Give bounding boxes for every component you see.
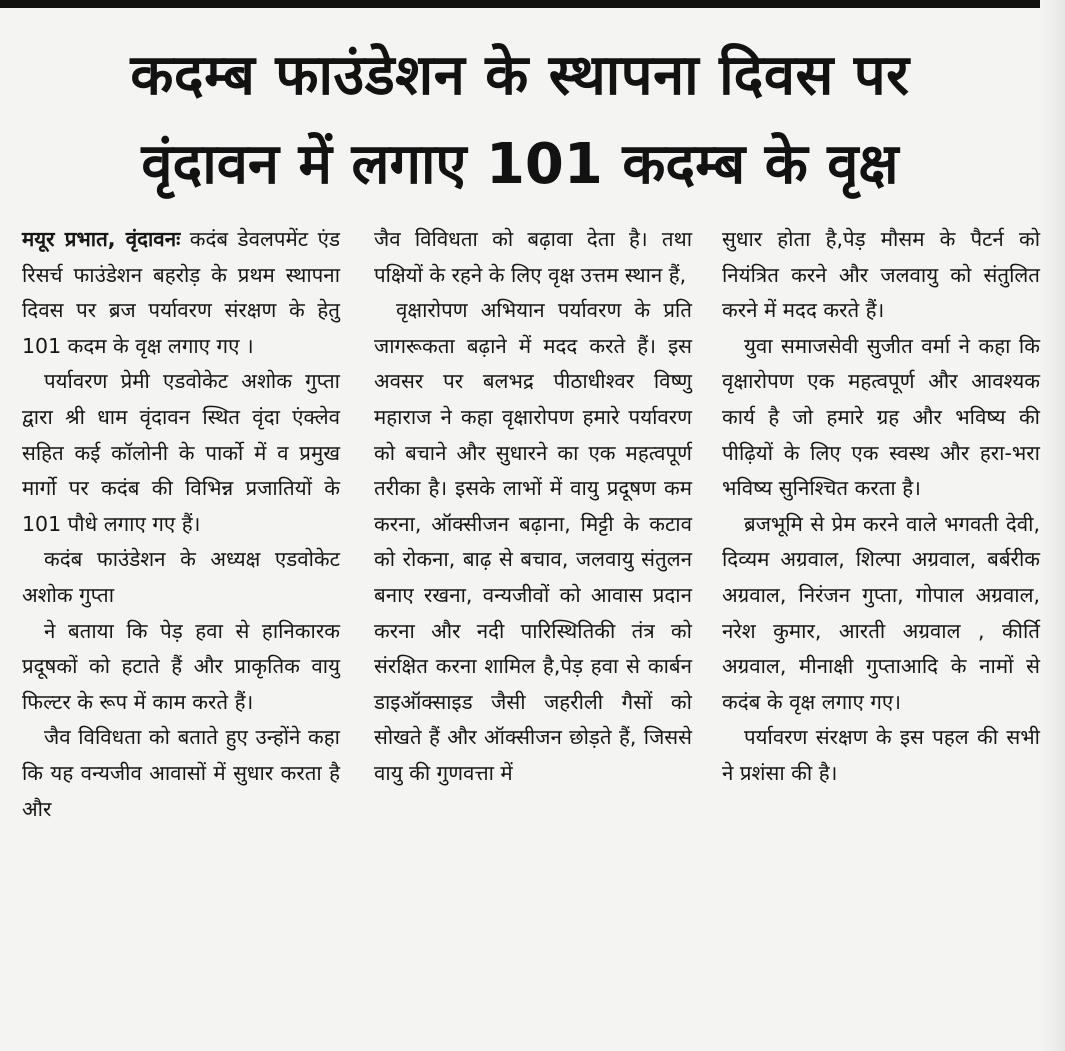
headline bbox=[0, 34, 1040, 208]
paragraph bbox=[22, 222, 340, 364]
page-edge bbox=[1041, 0, 1065, 1051]
paragraph: पर्यावरण प्रेमी एडवोकेट अशोक गुप्ता द्वारा श्री धाम वृंदावन स्थित वृंदा एंक्लेव सहित कई कॉलोनी के पार्को में व प्रमुख मार्गो पर कदंब की विभिन्न प्रजातियों के 101 पौधे लगाए गए हैं। bbox=[22, 369, 340, 536]
paragraph: ने बताया कि पेड़ हवा से हानिकारक प्रदूषकों को हटाते हैं और प्राकृतिक वायु फिल्टर के रूप में काम करते हैं। bbox=[22, 618, 340, 714]
article-column-3 bbox=[722, 222, 1040, 792]
paragraph: पर्यावरण संरक्षण के इस पहल की सभी ने प्रशंसा की है। bbox=[722, 725, 1040, 785]
article-column-2 bbox=[374, 222, 692, 792]
top-rule bbox=[0, 0, 1040, 8]
dateline: मयूर प्रभात, वृंदावनः bbox=[22, 227, 181, 251]
headline-line-1: कदम्ब फाउंडेशन के स्थापना दिवस पर bbox=[130, 43, 910, 108]
paragraph: युवा समाजसेवी सुजीत वर्मा ने कहा कि वृक्षारोपण एक महत्वपूर्ण और आवश्यक कार्य है जो हमारे ग्रह और भविष्य की पीढ़ियों के लिए एक स्वस्थ और हरा-भरा भविष्य सुनिश्चित करता है। bbox=[722, 333, 1040, 501]
article-column-1 bbox=[22, 222, 340, 827]
article-body bbox=[22, 222, 1042, 1042]
paragraph-text: कदंब डेवलपमेंट एंड रिसर्च फाउंडेशन बहरोड़ के प्रथम स्थापना दिवस पर ब्रज पर्यावरण संरक्षण के हेतु 101 कदम के वृक्ष लगाए गए । bbox=[22, 227, 340, 358]
paragraph: ब्रजभूमि से प्रेम करने वाले भगवती देवी, दिव्यम अग्रवाल, शिल्पा अग्रवाल, बर्बरीक अग्रवाल, निरंजन गुप्ता, गोपाल अग्रवाल, नरेश कुमार, आरती अग्रवाल , कीर्ति अग्रवाल, मीनाक्षी गुप्ताआदि के नामों से कदंब के वृक्ष लगाए गए। bbox=[722, 511, 1040, 714]
paragraph: वृक्षारोपण अभियान पर्यावरण के प्रति जागरूकता बढ़ाने में मदद करते हैं। इस अवसर पर बलभद्र पीठाधीश्वर विष्णु महाराज ने कहा वृक्षारोपण हमारे पर्यावरण को बचाने और सुधारने का एक महत्वपूर्ण तरीका है। इसके लाभों में वायु प्रदूषण कम करना, ऑक्सीजन बढ़ाना, मिट्टी के कटाव को रोकना, बाढ़ से बचाव, जलवायु संतुलन बनाए रखना, वन्यजीवों को आवास प्रदान करना और नदी पारिस्थितिकी तंत्र को संरक्षित करना शामिल है,पेड़ हवा से कार्बन डाइऑक्साइड जैसी जहरीली गैसों को सोखते हैं और ऑक्सीजन छोड़ते हैं, जिससे वायु की गुणवत्ता में bbox=[374, 298, 692, 785]
paragraph: कदंब फाउंडेशन के अध्यक्ष एडवोकेट अशोक गुप्ता bbox=[22, 547, 340, 607]
paragraph: सुधार होता है,पेड़ मौसम के पैटर्न को नियंत्रित करने और जलवायु को संतुलित करने में मदद करते हैं। bbox=[722, 227, 1040, 323]
paragraph: जैव विविधता को बढ़ावा देता है। तथा पक्षियों के रहने के लिए वृक्ष उत्तम स्थान हैं, bbox=[374, 227, 692, 287]
paragraph: जैव विविधता को बताते हुए उन्होंने कहा कि यह वन्यजीव आवासों में सुधार करता है और bbox=[22, 725, 340, 821]
headline-line-2: वृंदावन में लगाए 101 कदम्ब के वृक्ष bbox=[141, 132, 899, 197]
